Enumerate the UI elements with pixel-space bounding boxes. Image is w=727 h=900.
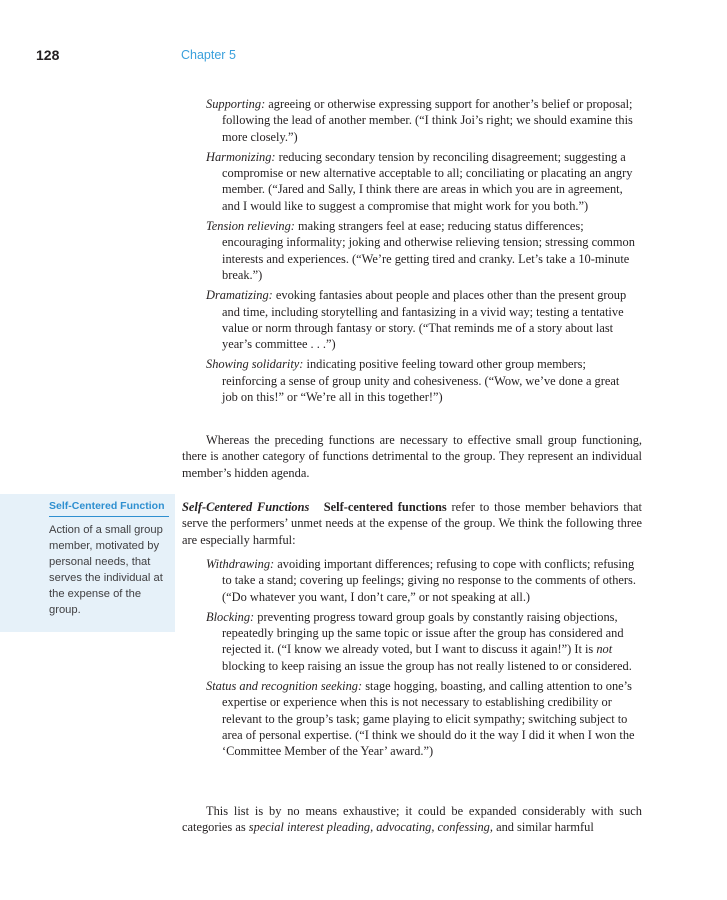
list-item: Supporting: agreeing or otherwise expressing support for another’s belief or proposal; following the lead of another member. (“I think Joi’s right; we should examine this more closely.”) [206, 97, 633, 144]
page-number: 128 [36, 47, 60, 63]
margin-glossary [49, 500, 169, 618]
section-paragraph: Self-Centered Functions Self-centered functions refer to those member behaviors that serve the performers’ unmet needs at the expense of the group. We think the following three are especially harmful: [182, 500, 642, 547]
transition-paragraph-block [182, 432, 642, 481]
list-item: Status and recognition seeking: stage hogging, boasting, and calling attention to one’s expertise or experience when this is not necessary to establishing credibility or relevant to the group’s task; game playing to elicit sympathy; switching subject to area of personal expertise. (“I think we should do it the way I did it when I won the ‘Committee Member of the Year’ award.”) [206, 679, 635, 759]
maintenance-functions-list [206, 96, 638, 405]
list-item: Dramatizing: evoking fantasies about people and places other than the present group and time, including storytelling and fantasizing in a vivid way; testing a tentative value or norm through fantasy or story. (“That reminds me of a story about last year’s committee . . .”) [206, 288, 627, 352]
list-item: Blocking: preventing progress toward group goals by constantly raising objections, repeatedly bringing up the same topic or issue after the group has considered and rejected it. (“I know we already voted, but I want to discuss it again!”) It is not blocking to keep raising an issue the group has not really listened to or considered. [206, 609, 632, 673]
chapter-title: Chapter 5 [181, 48, 236, 62]
closing-block [182, 803, 642, 836]
list-item: Withdrawing: avoiding important differences; refusing to cope with conflicts; refusing to take a stand; covering up feelings; giving no response to the comments of others. (“Do whatever you want, I don’t care,” or not speaking at all.) [206, 557, 636, 604]
list-item: Showing solidarity: indicating positive feeling toward other group members; reinforcing a sense of group unity and cohesiveness. (“Wow, we’ve done a great job on this!” or “We’re all in this together!”) [206, 357, 620, 405]
list-item: Tension relieving: making strangers feel at ease; reducing status differences; encouraging informality; joking and otherwise relieving tension; stressing common interests and experiences. (“We’re getting tired and cranky. Let’s take a 10-minute break.”) [206, 219, 635, 282]
glossary-term: Self-Centered Function [49, 500, 169, 517]
list-item: Harmonizing: reducing secondary tension by reconciling disagreement; suggesting a compromise or new alternative acceptable to all; conciliating or placating an angry member. (“Jared and Sally, I think there are areas in which you are in agreement, and I would like to suggest a compromise that might work for you both.”) [206, 149, 633, 213]
section-heading: Self-Centered Functions [182, 500, 310, 514]
transition-paragraph: Whereas the preceding functions are necessary to effective small group functioning, there is another category of functions detrimental to the group. They represent an individual member’s hidden agenda. [182, 433, 642, 480]
glossary-definition: Action of a small group member, motivated by personal needs, that serves the individual at the expense of the group. [49, 524, 163, 616]
key-term: Self-centered functions [323, 500, 447, 514]
closing-paragraph: This list is by no means exhaustive; it could be expanded considerably with such categories as special interest pleading, advocating, confessing, and similar harmful [182, 804, 642, 835]
self-centered-functions-list [206, 556, 638, 760]
section-block [182, 499, 642, 548]
